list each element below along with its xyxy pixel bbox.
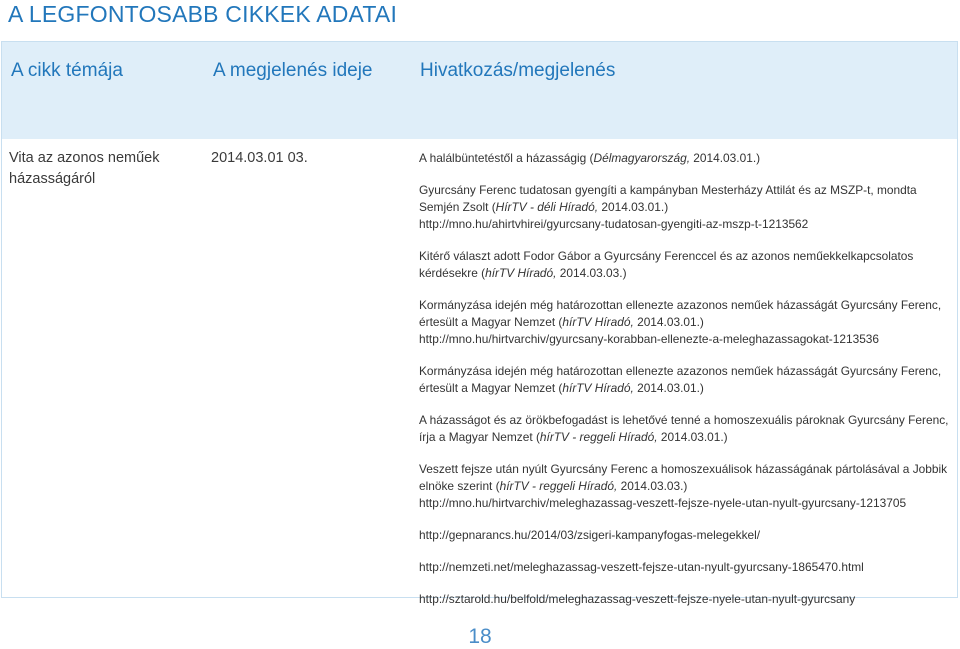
reference-link[interactable]: http://sztarold.hu/belfold/meleghazassag-veszett-fejsze-nyele-utan-nyult-gyurcsany [419, 592, 856, 606]
column-header-reference: Hivatkozás/megjelenés [420, 60, 616, 81]
reference-source: HírTV - déli Híradó, [495, 200, 599, 214]
reference-item [419, 527, 955, 544]
reference-link[interactable]: http://nemzeti.net/meleghazassag-veszett-fejsze-utan-nyult-gyurcsany-1865470.html [419, 560, 864, 574]
reference-source: hírTV Híradó, [562, 381, 634, 395]
reference-item [419, 591, 955, 608]
column-header-date: A megjelenés ideje [213, 60, 373, 81]
date-cell: 2014.03.01 03. [211, 150, 308, 166]
reference-source: hírTV - reggeli Híradó, [539, 430, 658, 444]
reference-item [419, 559, 955, 576]
reference-item: Kormányzása idején még határozottan ellenezte azazonos neműek házasságát Gyurcsány Ferenc, értesült a Magyar Nemzet (hírTV Híradó, 2014.03.01.) http://mno.hu/hirtvarchiv/gyurcsany-korabban-ellenezte-a-meleghazassagokat-1213536 [419, 297, 955, 348]
reference-link[interactable]: http://mno.hu/hirtvarchiv/gyurcsany-korabban-ellenezte-a-meleghazassagokat-1213536 [419, 332, 880, 346]
reference-source: Délmagyarország, [593, 151, 690, 165]
page-number: 18 [468, 625, 492, 648]
reference-item: Kormányzása idején még határozottan ellenezte azazonos neműek házasságát Gyurcsány Ferenc, értesült a Magyar Nemzet (hírTV Híradó, 2014.03.01.) [419, 364, 942, 395]
reference-link[interactable]: http://mno.hu/hirtvarchiv/meleghazassag-veszett-fejsze-nyele-utan-nyult-gyurcsany-1213705 [419, 496, 907, 510]
reference-link[interactable]: http://gepnarancs.hu/2014/03/zsigeri-kampanyfogas-melegekkel/ [419, 528, 761, 542]
table-header [2, 42, 957, 139]
reference-item: A halálbüntetéstől a házasságig (Délmagyarország, 2014.03.01.) [419, 151, 761, 165]
reference-list [419, 150, 955, 623]
reference-item: Veszett fejsze után nyúlt Gyurcsány Ferenc a homoszexuálisok házasságának pártolásával a Jobbik elnöke szerint (hírTV - reggeli Híradó, 2014.03.03.) http://mno.hu/hirtvarchiv/meleghazassag-veszett-fejsze-nyele-utan-nyult-gyurcsany-1213705 [419, 461, 955, 512]
page-title: A LEGFONTOSABB CIKKEK ADATAI [8, 1, 398, 27]
column-header-topic: A cikk témája [11, 60, 123, 81]
reference-item: Gyurcsány Ferenc tudatosan gyengíti a kampányban Mesterházy Attilát és az MSZP-t, mondta Semjén Zsolt (HírTV - déli Híradó, 2014.03.01.) http://mno.hu/ahirtvhirei/gyurcsany-tudatosan-gyengiti-az-mszp-t-1213562 [419, 182, 955, 233]
reference-item: A házasságot és az örökbefogadást is lehetővé tenné a homoszexuális pároknak Gyurcsány Ferenc, írja a Magyar Nemzet (hírTV - reggeli Híradó, 2014.03.01.) [419, 413, 949, 444]
article-table [1, 41, 958, 606]
reference-link[interactable]: http://mno.hu/ahirtvhirei/gyurcsany-tudatosan-gyengiti-az-mszp-t-1213562 [419, 217, 809, 231]
reference-source: hírTV Híradó, [485, 266, 557, 280]
reference-source: hírTV - reggeli Híradó, [499, 479, 618, 493]
topic-cell: Vita az azonos neműek házasságáról [9, 150, 160, 187]
reference-item: Kitérő választ adott Fodor Gábor a Gyurcsány Ferenccel és az azonos neműekkelkapcsolatos kérdésekre (hírTV Híradó, 2014.03.03.) [419, 249, 914, 280]
reference-source: hírTV Híradó, [562, 315, 634, 329]
